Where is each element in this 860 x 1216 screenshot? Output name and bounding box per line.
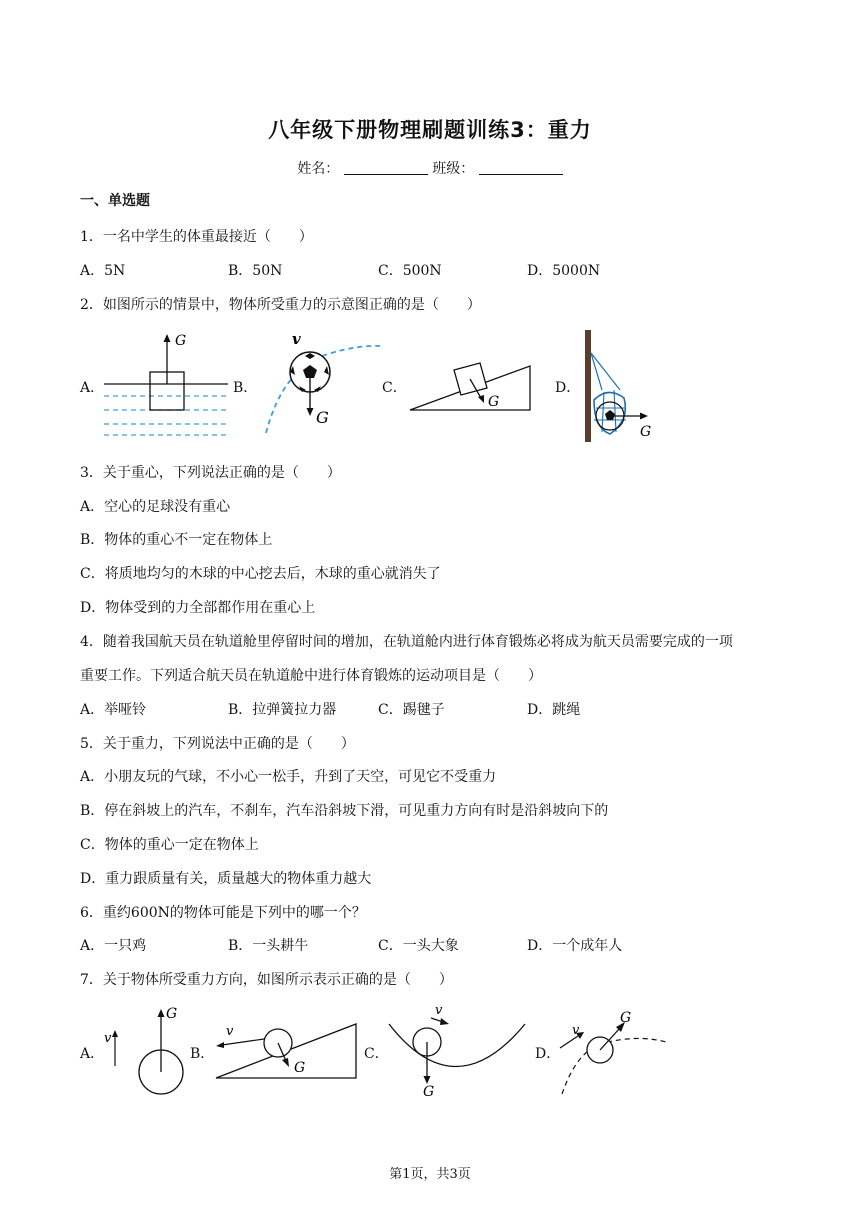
force-g-label: G [294, 1060, 306, 1076]
name-blank [344, 160, 428, 175]
class-label: 班级： [432, 161, 475, 177]
q4-option-d: D．跳绳 [527, 702, 581, 718]
question-7-stem: 7．关于物体所受重力方向，如图所示表示正确的是（ ） [80, 972, 453, 988]
force-g-label: G [175, 333, 187, 349]
q7-figure-c [385, 1003, 527, 1100]
q7-label-a: A． [80, 1046, 105, 1062]
question-4-stem-line2: 重要工作。下列适合航天员在轨道舱中进行体育锻炼的运动项目是（ ） [80, 668, 542, 684]
q3-option-a: A．空心的足球没有重心 [80, 499, 231, 515]
q4-option-a: A．举哑铃 [80, 702, 147, 718]
q3-option-b: B．物体的重心不一定在物体上 [80, 532, 273, 548]
student-info [0, 158, 860, 178]
name-label: 姓名： [297, 161, 340, 177]
q2-figure-a [104, 330, 232, 436]
q7-figure-a [104, 1004, 188, 1096]
q1-option-d: D．5000N [527, 263, 601, 279]
question-6-stem: 6．重约600N的物体可能是下列中的哪一个？ [80, 905, 366, 921]
velocity-arrow [222, 1039, 264, 1045]
velocity-v-label: v [292, 330, 301, 348]
question-5-stem: 5．关于重力，下列说法中正确的是（ ） [80, 736, 355, 752]
net-string [591, 353, 602, 390]
q4-option-c: C．踢毽子 [378, 702, 445, 718]
q5-option-d: D．重力跟质量有关，质量越大的物体重力越大 [80, 871, 372, 887]
q6-option-c: C．一头大象 [378, 938, 459, 954]
q5-option-c: C．物体的重心一定在物体上 [80, 837, 259, 853]
page-footer: 第1页，共3页 [389, 1167, 471, 1182]
wall-pole [585, 330, 591, 442]
q2-figure-b [258, 328, 383, 436]
q7-figure-d [556, 1008, 670, 1096]
q7-label-d: D． [535, 1046, 561, 1062]
question-4-stem-line1: 4．随着我国航天员在轨道舱里停留时间的增加，在轨道舱内进行体育锻炼必将成为航天员需要完成的一项 [80, 634, 733, 650]
velocity-v-label: v [572, 1023, 580, 1038]
question-2-stem: 2．如图所示的情景中，物体所受重力的示意图正确的是（ ） [80, 297, 481, 313]
water-waves [104, 396, 228, 435]
q2-label-a: A． [80, 380, 105, 396]
force-g-label: G [620, 1010, 632, 1026]
q5-option-a: A．小朋友玩的气球，不小心一松手，升到了天空，可见它不受重力 [80, 769, 497, 785]
force-g-label: G [166, 1006, 178, 1022]
force-g-label: G [316, 408, 329, 427]
trajectory [562, 1038, 666, 1094]
q3-option-d: D．物体受到的力全部都作用在重心上 [80, 600, 316, 616]
q2-figure-d [580, 328, 660, 443]
q2-figure-c [408, 360, 532, 414]
q7-label-c: C． [364, 1046, 389, 1062]
question-1-stem: 1．一名中学生的体重最接近（ ） [80, 229, 313, 245]
q3-option-c: C．将质地均匀的木球的中心挖去后，木球的重心就消失了 [80, 566, 441, 582]
question-3-stem: 3．关于重心，下列说法正确的是（ ） [80, 465, 341, 481]
q6-option-d: D．一个成年人 [527, 938, 623, 954]
q7-label-b: B． [190, 1046, 215, 1062]
q1-option-b: B．50N [228, 263, 283, 279]
curved-track [389, 1024, 525, 1067]
force-g-label: G [423, 1084, 435, 1100]
q6-option-a: A．一只鸡 [80, 938, 147, 954]
q2-label-d: D． [555, 380, 581, 396]
q7-figure-b [212, 1018, 360, 1082]
force-g-label: G [640, 424, 652, 440]
class-blank [479, 160, 563, 175]
page-title: 八年级下册物理刷题训练3：重力 [268, 118, 592, 142]
q1-option-a: A．5N [80, 263, 126, 279]
velocity-v-label: v [104, 1031, 112, 1046]
q6-option-b: B．一头耕牛 [228, 938, 309, 954]
q1-option-c: C．500N [378, 263, 442, 279]
q4-option-b: B．拉弹簧拉力器 [228, 702, 337, 718]
q5-option-b: B．停在斜坡上的汽车，不刹车，汽车沿斜坡下滑，可见重力方向有时是沿斜坡向下的 [80, 803, 609, 819]
force-g-label: G [488, 394, 500, 410]
velocity-v-label: v [435, 1003, 443, 1018]
q2-label-c: C． [382, 380, 407, 396]
velocity-v-label: v [226, 1024, 234, 1039]
section-heading: 一、单选题 [80, 193, 150, 209]
q2-label-b: B． [233, 380, 258, 396]
